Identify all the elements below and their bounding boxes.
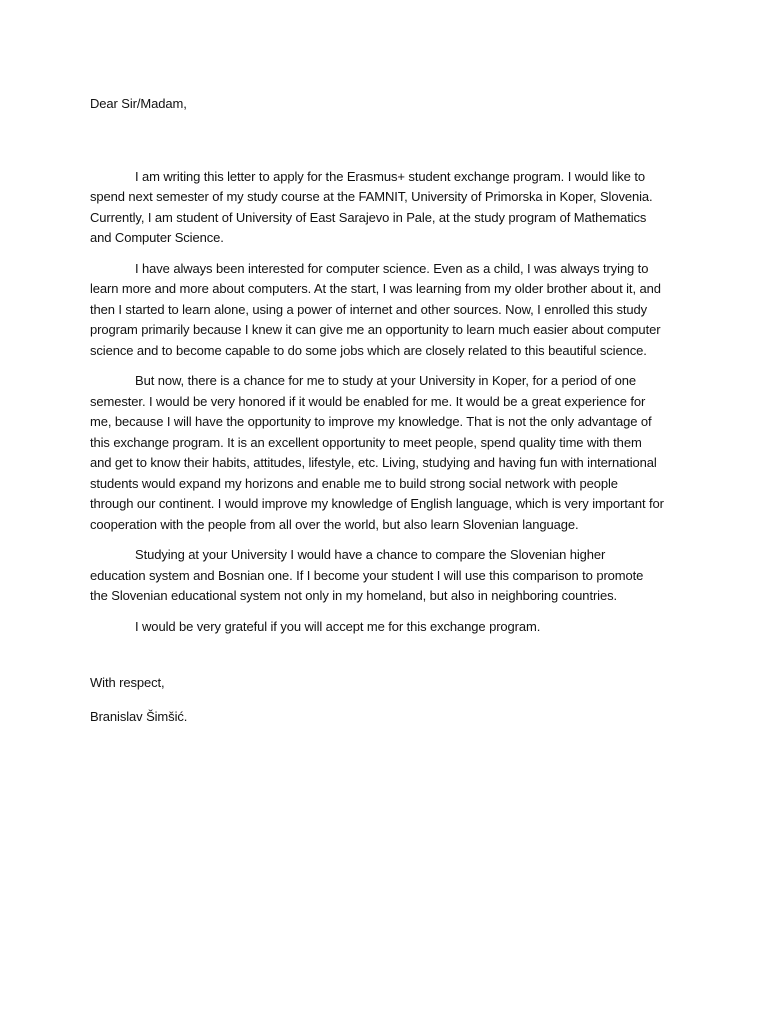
salutation: Dear Sir/Madam, [90,96,187,111]
paragraph-interest: I have always been interested for computer science. Even as a child, I was always trying to learn more and more about computers. At the start, I was learning from my older brother about it, and then I started to learn alone, using a power of internet and other sources. Now, I enrolled this study program primarily because I knew it can give me an opportunity to learn much easier about computer science and to become capable to do some jobs which are closely related to this beautiful science. [90,260,661,358]
paragraph-opportunity: But now, there is a chance for me to study at your University in Koper, for a period of one semester. I would be very honored if it would be enabled for me. It would be a great experience for me, because I will have the opportunity to improve my knowledge. That is not the only advantage of this exchange program. It is an excellent opportunity to meet people, spend quality time with them and get to know their habits, attitudes, lifestyle, etc. Living, studying and having fun with international students would expand my horizons and enable me to build strong social network with people through our continent. I would improve my knowledge of English language, which is very important for cooperation with the people from all over the world, but also learn Slovenian language. [90,373,664,532]
signature: Branislav Šimšić. [90,708,188,724]
paragraph-application: I am writing this letter to apply for the Erasmus+ student exchange program. I would like to spend next semester of my study course at the FAMNIT, University of Primorska in Koper, Slovenia. Currently, I am student of University of East Sarajevo in Pale, at the study program of Mathematics and Computer Science. [90,168,653,245]
letter-body [90,94,664,727]
paragraph-comparison: Studying at your University I would have a chance to compare the Slovenian higher education system and Bosnian one. If I become your student I will use this comparison to promote the Slovenian educational system not only in my homeland, but also in neighboring countries. [90,547,644,603]
paragraph-gratitude: I would be very grateful if you will accept me for this exchange program. [135,618,541,634]
closing: With respect, [90,675,165,690]
